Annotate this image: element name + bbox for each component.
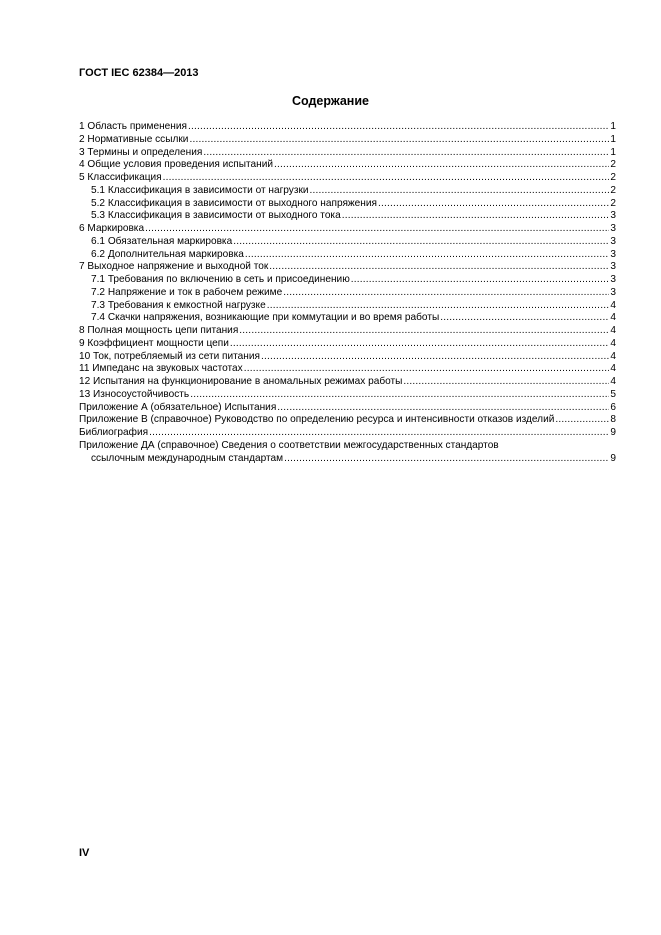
toc-entry-page: 2 <box>610 172 616 183</box>
document-code: ГОСТ IEC 62384—2013 <box>79 67 199 79</box>
toc-entry-page: 8 <box>610 414 616 426</box>
toc-entry[interactable] <box>79 427 616 440</box>
toc-entry-page: 1 <box>610 133 616 145</box>
toc-entry-label: Приложение ДА (справочное) Сведения о соответствии межгосударственных стандартов <box>79 439 499 451</box>
toc-entry[interactable] <box>79 338 616 351</box>
toc-dot-leader <box>189 134 609 147</box>
toc-dot-leader <box>230 338 609 351</box>
toc-entry-page: 3 <box>610 223 616 234</box>
toc-entry-page: 6 <box>610 401 616 413</box>
toc-entry-label: 5.3 Классификация в зависимости от выходного тока <box>91 210 341 222</box>
toc-entry-page: 4 <box>610 299 616 311</box>
toc-entry-page: 1 <box>610 121 616 132</box>
toc-entry[interactable] <box>79 261 616 274</box>
toc-entry-label: 11 Импеданс на звуковых частотах <box>79 363 243 375</box>
toc-entry-label: 2 Нормативные ссылки <box>79 133 189 145</box>
toc-entry[interactable] <box>79 376 616 389</box>
table-of-contents <box>79 121 616 465</box>
toc-subentry[interactable] <box>79 198 616 211</box>
toc-entry[interactable] <box>79 363 616 376</box>
toc-subentry[interactable] <box>79 274 616 287</box>
toc-entry[interactable] <box>79 325 616 338</box>
toc-entry[interactable] <box>79 414 616 427</box>
toc-dot-leader <box>163 172 610 185</box>
toc-entry-page: 9 <box>610 427 616 438</box>
toc-dot-leader <box>284 453 609 466</box>
toc-entry-page: 5 <box>610 388 616 400</box>
toc-entry-page: 1 <box>610 146 616 158</box>
toc-dot-leader <box>283 287 609 300</box>
toc-dot-leader <box>403 376 609 389</box>
toc-entry-label: ссылочным международным стандартам <box>91 452 284 464</box>
toc-entry-page: 3 <box>610 235 616 247</box>
toc-entry-page: 4 <box>610 312 616 324</box>
toc-entry-page: 4 <box>610 363 616 375</box>
toc-dot-leader <box>351 274 610 287</box>
toc-entry-label: 5.2 Классификация в зависимости от выходного напряжения <box>91 197 377 209</box>
toc-subentry[interactable] <box>79 249 616 262</box>
toc-entry-label: 9 Коэффициент мощности цепи <box>79 337 229 349</box>
toc-entry-page: 3 <box>610 261 616 273</box>
toc-entry-label: 8 Полная мощность цепи питания <box>79 325 239 336</box>
toc-entry-label: 6.2 Дополнительная маркировка <box>91 248 244 260</box>
toc-dot-leader <box>244 363 610 376</box>
toc-dot-leader <box>310 185 610 198</box>
toc-entry-page: 4 <box>610 337 616 349</box>
toc-subentry[interactable] <box>79 300 616 313</box>
toc-entry-page: 3 <box>610 248 616 260</box>
toc-entry-label: 7.1 Требования по включению в сеть и присоединению <box>91 274 350 285</box>
toc-subentry[interactable] <box>79 185 616 198</box>
toc-entry-label: 12 Испытания на функционирование в аномальных режимах работы <box>79 376 403 387</box>
toc-entry-label: 5 Классификация <box>79 172 162 183</box>
toc-dot-leader <box>555 414 609 427</box>
toc-entry[interactable] <box>79 147 616 160</box>
toc-entry-page: 3 <box>610 286 616 298</box>
toc-dot-leader <box>239 325 609 338</box>
toc-dot-leader <box>203 147 609 160</box>
toc-entry-label: 5.1 Классификация в зависимости от нагрузки <box>91 184 309 196</box>
toc-dot-leader <box>274 159 609 172</box>
toc-entry[interactable] <box>79 389 616 402</box>
toc-entry-label: 13 Износоустойчивость <box>79 388 190 400</box>
toc-entry-label: 6 Маркировка <box>79 223 145 234</box>
toc-entry[interactable] <box>79 134 616 147</box>
toc-entry[interactable] <box>79 402 616 415</box>
toc-entry-page: 9 <box>610 452 616 464</box>
toc-entry-label: Приложение А (обязательное) Испытания <box>79 401 277 413</box>
toc-entry-label: 7.2 Напряжение и ток в рабочем режиме <box>91 286 283 298</box>
toc-entry-label: 10 Ток, потребляемый из сети питания <box>79 350 260 362</box>
toc-dot-leader <box>188 121 609 134</box>
toc-entry-multiline-first[interactable] <box>79 440 616 453</box>
toc-dot-leader <box>277 402 609 415</box>
toc-dot-leader <box>378 198 609 211</box>
toc-subentry[interactable] <box>79 236 616 249</box>
toc-dot-leader <box>145 223 609 236</box>
toc-entry-label: 7 Выходное напряжение и выходной ток <box>79 261 269 273</box>
toc-title: Содержание <box>291 94 369 108</box>
toc-dot-leader <box>245 249 610 262</box>
toc-dot-leader <box>190 389 609 402</box>
page-number: IV <box>79 847 90 859</box>
toc-entry-label: 1 Область применения <box>79 121 187 132</box>
toc-dot-leader <box>261 351 609 364</box>
toc-dot-leader <box>267 300 610 313</box>
toc-entry-page: 3 <box>610 274 616 285</box>
toc-entry-page: 2 <box>610 184 616 196</box>
toc-subentry[interactable] <box>79 210 616 223</box>
toc-subentry[interactable] <box>79 287 616 300</box>
toc-entry-label: Приложение В (справочное) Руководство по определению ресурса и интенсивности отказов изделий <box>79 414 555 426</box>
toc-entry-page: 4 <box>610 376 616 387</box>
toc-entry-label: 7.3 Требования к емкостной нагрузке <box>91 299 266 311</box>
toc-entry[interactable] <box>79 351 616 364</box>
toc-dot-leader <box>440 312 609 325</box>
toc-dot-leader <box>269 261 609 274</box>
toc-entry-label: 3 Термины и определения <box>79 146 203 158</box>
toc-entry-page: 2 <box>610 197 616 209</box>
toc-dot-leader <box>149 427 609 440</box>
toc-entry[interactable] <box>79 223 616 236</box>
toc-entry-label: 7.4 Скачки напряжения, возникающие при коммутации и во время работы <box>91 312 440 324</box>
toc-entry-page: 2 <box>610 159 616 171</box>
toc-entry-page: 3 <box>610 210 616 222</box>
toc-entry-label: Библиография <box>79 427 149 438</box>
toc-entry[interactable] <box>79 172 616 185</box>
toc-entry-label: 6.1 Обязательная маркировка <box>91 235 233 247</box>
toc-entry-multiline-continuation[interactable] <box>79 453 616 466</box>
toc-entry-page: 4 <box>610 350 616 362</box>
toc-subentry[interactable] <box>79 312 616 325</box>
toc-entry[interactable] <box>79 159 616 172</box>
toc-entry[interactable] <box>79 121 616 134</box>
toc-dot-leader <box>342 210 610 223</box>
toc-dot-leader <box>233 236 609 249</box>
toc-entry-label: 4 Общие условия проведения испытаний <box>79 159 273 171</box>
toc-entry-page: 4 <box>610 325 616 336</box>
